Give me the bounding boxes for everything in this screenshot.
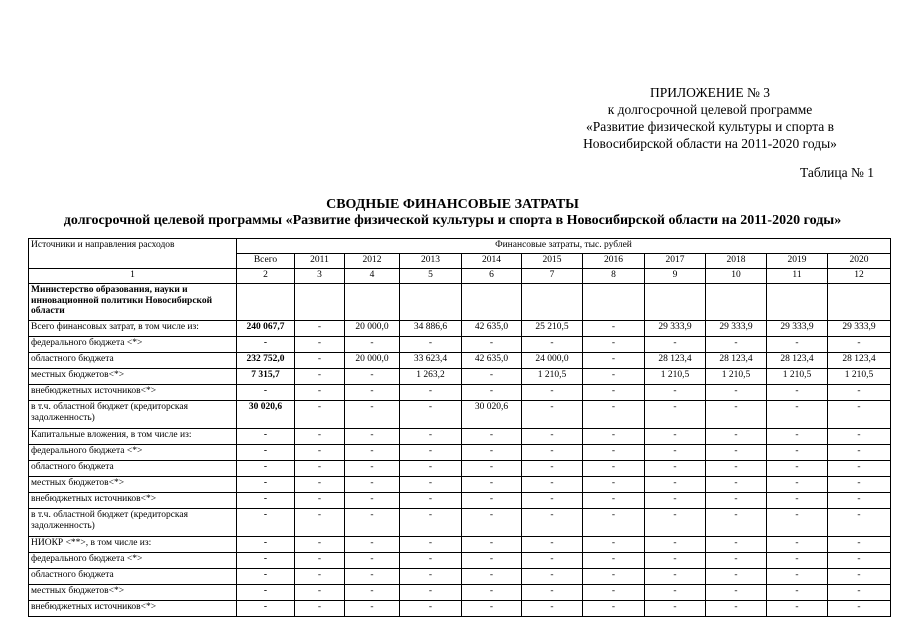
value-cell: - (645, 553, 706, 569)
table-number: Таблица № 1 (800, 165, 874, 180)
value-cell: - (767, 429, 828, 445)
table-row (29, 401, 891, 429)
value-cell: - (583, 337, 645, 353)
empty-cell (828, 284, 891, 321)
table-row (29, 385, 891, 401)
value-cell: - (767, 337, 828, 353)
header-year: 2019 (767, 254, 828, 269)
value-cell: - (295, 321, 345, 337)
value-cell: - (462, 585, 522, 601)
value-cell: - (828, 569, 891, 585)
value-cell: - (706, 585, 767, 601)
header-row-1 (29, 239, 891, 254)
table-row (29, 553, 891, 569)
value-cell: - (767, 585, 828, 601)
header-source: Источники и направления расходов (29, 239, 237, 269)
value-cell: - (345, 429, 400, 445)
value-cell: - (706, 477, 767, 493)
value-cell: - (767, 569, 828, 585)
value-cell: - (522, 509, 583, 537)
table-row (29, 585, 891, 601)
value-cell: 28 123,4 (706, 353, 767, 369)
value-cell: - (295, 509, 345, 537)
value-cell: - (522, 477, 583, 493)
value-cell: - (828, 337, 891, 353)
value-cell: - (767, 385, 828, 401)
value-cell: - (295, 477, 345, 493)
section-row (29, 284, 891, 321)
value-cell: - (767, 537, 828, 553)
value-cell: - (583, 553, 645, 569)
value-cell: 42 635,0 (462, 353, 522, 369)
table-row (29, 537, 891, 553)
value-cell: - (828, 585, 891, 601)
value-cell: - (706, 569, 767, 585)
financial-costs-table (28, 238, 891, 617)
total-cell: - (237, 385, 295, 401)
value-cell: - (345, 601, 400, 617)
value-cell: 1 263,2 (400, 369, 462, 385)
value-cell: - (583, 445, 645, 461)
value-cell: - (522, 429, 583, 445)
empty-cell (237, 284, 295, 321)
total-cell: 30 020,6 (237, 401, 295, 429)
value-cell: - (828, 553, 891, 569)
column-number: 9 (645, 269, 706, 284)
column-number: 3 (295, 269, 345, 284)
value-cell: - (706, 385, 767, 401)
row-label: Всего финансовых затрат, в том числе из: (29, 321, 237, 337)
value-cell: 29 333,9 (767, 321, 828, 337)
row-label: федерального бюджета <*> (29, 337, 237, 353)
section-title: Министерство образования, науки и инновационной политики Новосибирской области (29, 284, 237, 321)
value-cell: - (767, 493, 828, 509)
table-row (29, 369, 891, 385)
value-cell: - (583, 477, 645, 493)
value-cell: 30 020,6 (462, 401, 522, 429)
value-cell: 20 000,0 (345, 353, 400, 369)
value-cell: 20 000,0 (345, 321, 400, 337)
value-cell: - (583, 569, 645, 585)
value-cell: - (295, 569, 345, 585)
value-cell: 34 886,6 (400, 321, 462, 337)
value-cell: - (828, 601, 891, 617)
total-cell: - (237, 477, 295, 493)
header-costs: Финансовые затраты, тыс. рублей (237, 239, 891, 254)
value-cell: - (345, 493, 400, 509)
row-label: местных бюджетов<*> (29, 477, 237, 493)
table-row (29, 601, 891, 617)
value-cell: - (706, 537, 767, 553)
row-label: областного бюджета (29, 569, 237, 585)
appendix-line-1: ПРИЛОЖЕНИЕ № 3 (649, 85, 771, 100)
value-cell: - (400, 401, 462, 429)
value-cell: - (828, 461, 891, 477)
empty-cell (767, 284, 828, 321)
value-cell: - (462, 509, 522, 537)
header-year: 2016 (583, 254, 645, 269)
value-cell: - (462, 429, 522, 445)
value-cell: - (400, 461, 462, 477)
table-row (29, 493, 891, 509)
row-label: федерального бюджета <*> (29, 553, 237, 569)
value-cell: - (462, 569, 522, 585)
value-cell: - (462, 445, 522, 461)
value-cell: - (583, 401, 645, 429)
total-cell: - (237, 337, 295, 353)
value-cell: 1 210,5 (706, 369, 767, 385)
value-cell: - (345, 569, 400, 585)
total-cell: - (237, 461, 295, 477)
value-cell: 33 623,4 (400, 353, 462, 369)
value-cell: - (645, 385, 706, 401)
value-cell: - (522, 461, 583, 477)
value-cell: - (645, 445, 706, 461)
value-cell: - (400, 429, 462, 445)
value-cell: - (583, 601, 645, 617)
document-title: СВОДНЫЕ ФИНАНСОВЫЕ ЗАТРАТЫ (326, 197, 579, 212)
value-cell: 42 635,0 (462, 321, 522, 337)
value-cell: 28 123,4 (645, 353, 706, 369)
empty-cell (295, 284, 345, 321)
value-cell: - (706, 601, 767, 617)
value-cell: - (462, 369, 522, 385)
row-label: Капитальные вложения, в том числе из: (29, 429, 237, 445)
value-cell: - (828, 445, 891, 461)
value-cell: - (645, 493, 706, 509)
total-cell: - (237, 553, 295, 569)
value-cell: - (295, 385, 345, 401)
header-year: 2018 (706, 254, 767, 269)
value-cell: - (295, 601, 345, 617)
value-cell: - (295, 537, 345, 553)
row-label: в т.ч. областной бюджет (кредиторская задолженность) (29, 401, 237, 429)
appendix-header (560, 84, 860, 152)
column-number: 12 (828, 269, 891, 284)
value-cell: - (645, 537, 706, 553)
value-cell: - (522, 385, 583, 401)
column-number: 8 (583, 269, 645, 284)
empty-cell (645, 284, 706, 321)
value-cell: - (645, 401, 706, 429)
row-label: местных бюджетов<*> (29, 369, 237, 385)
value-cell: - (295, 585, 345, 601)
value-cell: - (767, 553, 828, 569)
value-cell: - (462, 337, 522, 353)
table-row (29, 445, 891, 461)
header-year: 2015 (522, 254, 583, 269)
value-cell: 1 210,5 (645, 369, 706, 385)
value-cell: - (400, 337, 462, 353)
value-cell: - (400, 537, 462, 553)
value-cell: - (295, 553, 345, 569)
value-cell: - (522, 401, 583, 429)
table-row (29, 461, 891, 477)
value-cell: - (462, 493, 522, 509)
empty-cell (706, 284, 767, 321)
value-cell: - (583, 461, 645, 477)
header-year: 2017 (645, 254, 706, 269)
value-cell: - (706, 509, 767, 537)
value-cell: - (345, 553, 400, 569)
value-cell: - (583, 509, 645, 537)
value-cell: - (583, 369, 645, 385)
column-number: 2 (237, 269, 295, 284)
total-cell: - (237, 509, 295, 537)
value-cell: - (583, 493, 645, 509)
value-cell: 29 333,9 (828, 321, 891, 337)
empty-cell (345, 284, 400, 321)
header-year: 2014 (462, 254, 522, 269)
row-label: внебюджетных источников<*> (29, 385, 237, 401)
value-cell: - (295, 461, 345, 477)
value-cell: - (295, 445, 345, 461)
empty-cell (462, 284, 522, 321)
value-cell: - (295, 429, 345, 445)
value-cell: - (583, 585, 645, 601)
total-cell: - (237, 585, 295, 601)
value-cell: - (767, 509, 828, 537)
value-cell: - (706, 337, 767, 353)
total-cell: - (237, 537, 295, 553)
value-cell: - (522, 553, 583, 569)
table-row (29, 569, 891, 585)
value-cell: - (295, 337, 345, 353)
value-cell: 28 123,4 (767, 353, 828, 369)
value-cell: - (706, 401, 767, 429)
column-number: 10 (706, 269, 767, 284)
value-cell: 1 210,5 (828, 369, 891, 385)
value-cell: - (400, 477, 462, 493)
table-row (29, 429, 891, 445)
value-cell: - (645, 585, 706, 601)
table-row (29, 477, 891, 493)
value-cell: - (345, 369, 400, 385)
appendix-line-2: к долгосрочной целевой программе (607, 102, 813, 117)
value-cell: - (345, 509, 400, 537)
value-cell: - (828, 537, 891, 553)
value-cell: - (522, 445, 583, 461)
empty-cell (522, 284, 583, 321)
value-cell: - (295, 401, 345, 429)
empty-cell (583, 284, 645, 321)
value-cell: - (400, 553, 462, 569)
header-year: 2013 (400, 254, 462, 269)
row-label: федерального бюджета <*> (29, 445, 237, 461)
value-cell: - (645, 461, 706, 477)
value-cell: 28 123,4 (828, 353, 891, 369)
value-cell: - (645, 477, 706, 493)
value-cell: - (462, 537, 522, 553)
value-cell: - (767, 401, 828, 429)
value-cell: - (828, 477, 891, 493)
document-subtitle: долгосрочной целевой программы «Развитие физической культуры и спорта в Новосибирской области на 2011-2020 годы» (63, 213, 842, 228)
value-cell: - (645, 337, 706, 353)
value-cell: - (295, 369, 345, 385)
header-year: 2020 (828, 254, 891, 269)
value-cell: - (645, 509, 706, 537)
value-cell: - (345, 445, 400, 461)
total-cell: - (237, 493, 295, 509)
column-number: 7 (522, 269, 583, 284)
value-cell: - (462, 601, 522, 617)
value-cell: - (345, 461, 400, 477)
value-cell: 1 210,5 (522, 369, 583, 385)
value-cell: - (400, 509, 462, 537)
value-cell: - (645, 429, 706, 445)
value-cell: - (522, 569, 583, 585)
row-label: местных бюджетов<*> (29, 585, 237, 601)
value-cell: - (828, 401, 891, 429)
appendix-line-3: «Развитие физической культуры и спорта в (585, 119, 835, 134)
value-cell: - (767, 461, 828, 477)
value-cell: 25 210,5 (522, 321, 583, 337)
value-cell: - (522, 337, 583, 353)
value-cell: - (462, 461, 522, 477)
value-cell: - (706, 461, 767, 477)
value-cell: - (583, 385, 645, 401)
header-year: Всего (237, 254, 295, 269)
table-row (29, 337, 891, 353)
row-label: внебюджетных источников<*> (29, 493, 237, 509)
row-label: областного бюджета (29, 353, 237, 369)
value-cell: - (583, 321, 645, 337)
value-cell: - (706, 429, 767, 445)
total-cell: - (237, 601, 295, 617)
column-number: 6 (462, 269, 522, 284)
value-cell: - (522, 493, 583, 509)
table-row (29, 321, 891, 337)
value-cell: - (706, 553, 767, 569)
total-cell: - (237, 445, 295, 461)
column-number: 11 (767, 269, 828, 284)
total-cell: 7 315,7 (237, 369, 295, 385)
header-year: 2011 (295, 254, 345, 269)
value-cell: - (522, 601, 583, 617)
value-cell: - (345, 337, 400, 353)
value-cell: - (767, 445, 828, 461)
value-cell: 1 210,5 (767, 369, 828, 385)
column-number: 1 (29, 269, 237, 284)
total-cell: 232 752,0 (237, 353, 295, 369)
value-cell: 29 333,9 (706, 321, 767, 337)
value-cell: - (828, 509, 891, 537)
value-cell: - (400, 569, 462, 585)
value-cell: - (400, 601, 462, 617)
value-cell: 29 333,9 (645, 321, 706, 337)
empty-cell (400, 284, 462, 321)
total-cell: - (237, 569, 295, 585)
value-cell: 24 000,0 (522, 353, 583, 369)
value-cell: - (645, 601, 706, 617)
column-number: 4 (345, 269, 400, 284)
value-cell: - (706, 445, 767, 461)
value-cell: - (583, 429, 645, 445)
value-cell: - (462, 477, 522, 493)
value-cell: - (645, 569, 706, 585)
value-cell: - (400, 585, 462, 601)
value-cell: - (462, 553, 522, 569)
value-cell: - (828, 385, 891, 401)
value-cell: - (400, 385, 462, 401)
value-cell: - (295, 493, 345, 509)
value-cell: - (706, 493, 767, 509)
value-cell: - (345, 385, 400, 401)
row-label: НИОКР <**>, в том числе из: (29, 537, 237, 553)
value-cell: - (583, 353, 645, 369)
value-cell: - (345, 477, 400, 493)
table-row (29, 353, 891, 369)
header-year: 2012 (345, 254, 400, 269)
row-label: внебюджетных источников<*> (29, 601, 237, 617)
row-label: областного бюджета (29, 461, 237, 477)
value-cell: - (828, 429, 891, 445)
value-cell: - (522, 585, 583, 601)
value-cell: - (767, 601, 828, 617)
appendix-line-4: Новосибирской области на 2011-2020 годы» (583, 136, 837, 151)
value-cell: - (400, 493, 462, 509)
column-number: 5 (400, 269, 462, 284)
total-cell: 240 067,7 (237, 321, 295, 337)
total-cell: - (237, 429, 295, 445)
value-cell: - (345, 537, 400, 553)
value-cell: - (583, 537, 645, 553)
value-cell: - (345, 401, 400, 429)
table-row (29, 509, 891, 537)
value-cell: - (828, 493, 891, 509)
value-cell: - (462, 385, 522, 401)
row-label: в т.ч. областной бюджет (кредиторская задолженность) (29, 509, 237, 537)
value-cell: - (522, 537, 583, 553)
header-row-numbers (29, 269, 891, 284)
value-cell: - (345, 585, 400, 601)
value-cell: - (400, 445, 462, 461)
value-cell: - (767, 477, 828, 493)
value-cell: - (295, 353, 345, 369)
